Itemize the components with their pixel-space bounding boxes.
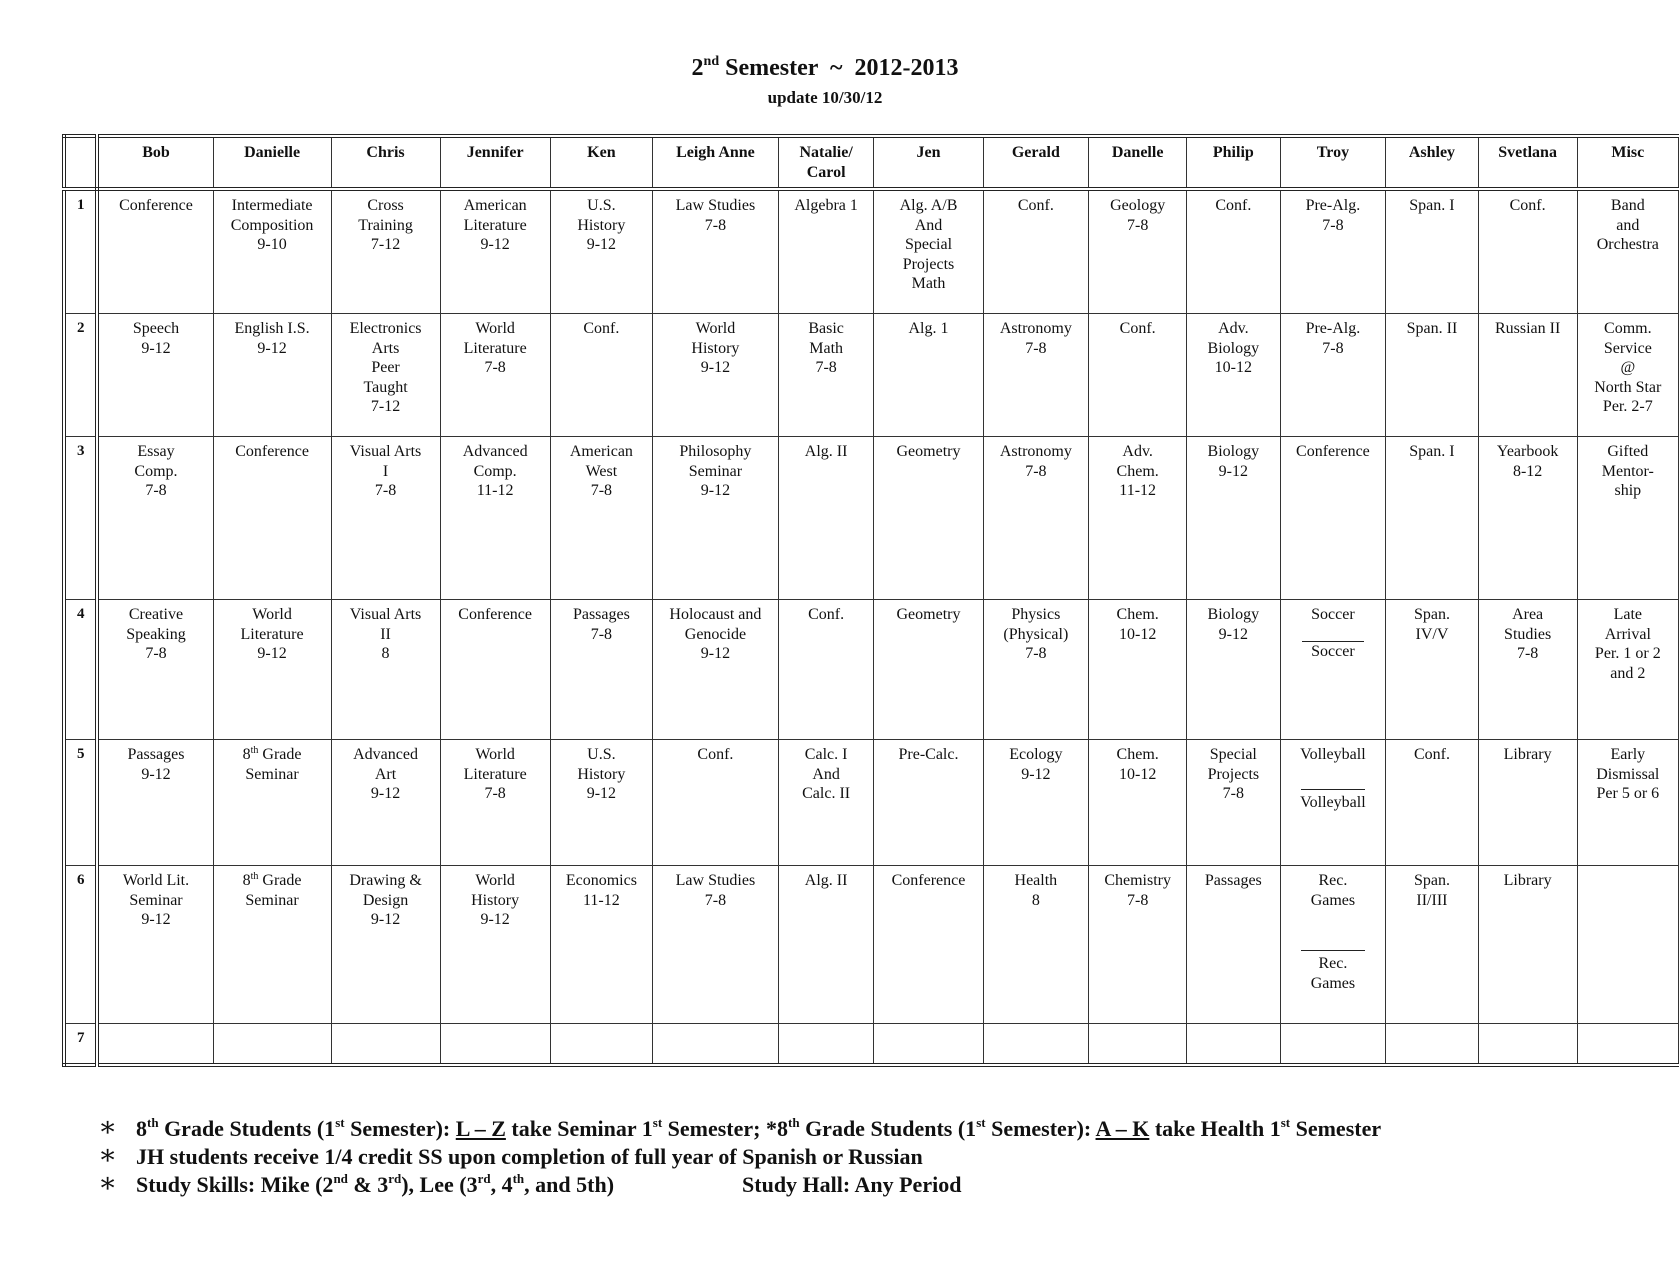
schedule-cell: Library bbox=[1478, 740, 1577, 866]
schedule-cell: Conference bbox=[874, 866, 983, 1024]
schedule-cell: Conference bbox=[97, 189, 213, 314]
schedule-cell bbox=[1577, 1024, 1678, 1066]
schedule-cell bbox=[874, 1024, 983, 1066]
schedule-cell: Russian II bbox=[1478, 314, 1577, 437]
schedule-table-container bbox=[62, 134, 1662, 1066]
schedule-cell bbox=[440, 1024, 550, 1066]
schedule-cell: Law Studies 7-8 bbox=[653, 189, 779, 314]
schedule-cell: Intermediate Composition 9-10 bbox=[213, 189, 331, 314]
schedule-body bbox=[64, 189, 1679, 1065]
schedule-cell: Chem. 10-12 bbox=[1089, 600, 1187, 740]
schedule-cell: Span. II bbox=[1386, 314, 1478, 437]
period-row bbox=[64, 600, 1679, 740]
schedule-cell: Alg. 1 bbox=[874, 314, 983, 437]
period-row bbox=[64, 314, 1679, 437]
period-number: 6 bbox=[64, 866, 97, 1024]
schedule-cell bbox=[1280, 1024, 1386, 1066]
schedule-cell: Adv. Chem. 11-12 bbox=[1089, 437, 1187, 600]
period-row bbox=[64, 866, 1679, 1024]
period-number: 4 bbox=[64, 600, 97, 740]
schedule-cell bbox=[550, 1024, 652, 1066]
schedule-cell: Creative Speaking 7-8 bbox=[97, 600, 213, 740]
teacher-header: Bob bbox=[97, 136, 213, 189]
schedule-cell: Advanced Comp. 11-12 bbox=[440, 437, 550, 600]
range-l-z: L – Z bbox=[455, 1116, 506, 1141]
schedule-cell: Special Projects 7-8 bbox=[1187, 740, 1280, 866]
schedule-cell: World History 9-12 bbox=[440, 866, 550, 1024]
schedule-cell: Conf. bbox=[983, 189, 1089, 314]
asterisk-icon: ∗ bbox=[98, 1168, 118, 1199]
grade-seminar-cell: 8th Grade Seminar bbox=[213, 740, 331, 866]
period-row bbox=[64, 1024, 1679, 1066]
schedule-cell: Economics 11-12 bbox=[550, 866, 652, 1024]
schedule-cell: Comm. Service @ North Star Per. 2-7 bbox=[1577, 314, 1678, 437]
schedule-cell: Law Studies 7-8 bbox=[653, 866, 779, 1024]
schedule-cell: World Lit. Seminar 9-12 bbox=[97, 866, 213, 1024]
schedule-cell: Conference bbox=[213, 437, 331, 600]
title-text: Semester ~ 2012-2013 bbox=[725, 55, 959, 81]
note-3-text: Study Skills: Mike (2nd & 3rd), Lee (3rd, 4th, and 5th) bbox=[136, 1171, 615, 1197]
schedule-cell: Biology 9-12 bbox=[1187, 437, 1280, 600]
title-ordinal-suffix: nd bbox=[703, 54, 720, 69]
schedule-cell bbox=[1187, 1024, 1280, 1066]
schedule-cell: American West 7-8 bbox=[550, 437, 652, 600]
note-1 bbox=[98, 1114, 1578, 1142]
teacher-header: Philip bbox=[1187, 136, 1280, 189]
schedule-cell bbox=[331, 1024, 440, 1066]
period-number: 5 bbox=[64, 740, 97, 866]
teacher-header: Leigh Anne bbox=[653, 136, 779, 189]
grade-seminar-cell: 8th Grade Seminar bbox=[213, 866, 331, 1024]
schedule-cell: Astronomy 7-8 bbox=[983, 437, 1089, 600]
schedule-cell: Conf. bbox=[778, 600, 874, 740]
teacher-header: Ashley bbox=[1386, 136, 1478, 189]
corner-cell bbox=[64, 136, 97, 189]
note-1-text: 8th Grade Students (1st Semester): L – Z take Seminar 1st Semester; *8th Grade Students (1st Semester): A – K take Health 1st Semester bbox=[136, 1115, 1382, 1141]
schedule-cell: Band and Orchestra bbox=[1577, 189, 1678, 314]
split-divider bbox=[1302, 627, 1364, 642]
split-cell-volleyball: Volleyball Volleyball bbox=[1280, 740, 1386, 866]
period-number: 3 bbox=[64, 437, 97, 600]
schedule-cell: Philosophy Seminar 9-12 bbox=[653, 437, 779, 600]
study-hall-note: Study Hall: Any Period bbox=[742, 1172, 962, 1197]
asterisk-icon: ∗ bbox=[98, 1140, 118, 1171]
split-cell-soccer: Soccer Soccer bbox=[1280, 600, 1386, 740]
schedule-cell bbox=[1386, 1024, 1478, 1066]
schedule-cell bbox=[213, 1024, 331, 1066]
schedule-cell: World Literature 9-12 bbox=[213, 600, 331, 740]
schedule-cell: Pre-Alg. 7-8 bbox=[1280, 189, 1386, 314]
schedule-cell: Alg. II bbox=[778, 437, 874, 600]
schedule-cell bbox=[778, 1024, 874, 1066]
teacher-header: Troy bbox=[1280, 136, 1386, 189]
schedule-cell: Advanced Art 9-12 bbox=[331, 740, 440, 866]
schedule-cell: Conf. bbox=[1478, 189, 1577, 314]
schedule-cell: Passages bbox=[1187, 866, 1280, 1024]
schedule-cell: Electronics Arts Peer Taught 7-12 bbox=[331, 314, 440, 437]
schedule-cell: World Literature 7-8 bbox=[440, 740, 550, 866]
teacher-header: Svetlana bbox=[1478, 136, 1577, 189]
schedule-cell: Geology 7-8 bbox=[1089, 189, 1187, 314]
range-a-k: A – K bbox=[1095, 1116, 1150, 1141]
schedule-cell: Span. II/III bbox=[1386, 866, 1478, 1024]
schedule-cell: Pre-Alg. 7-8 bbox=[1280, 314, 1386, 437]
period-row bbox=[64, 189, 1679, 314]
schedule-cell: Conference bbox=[440, 600, 550, 740]
schedule-cell: Health 8 bbox=[983, 866, 1089, 1024]
schedule-cell: Passages 7-8 bbox=[550, 600, 652, 740]
schedule-cell: Astronomy 7-8 bbox=[983, 314, 1089, 437]
header-row bbox=[64, 136, 1679, 189]
teacher-header: Misc bbox=[1577, 136, 1678, 189]
note-2 bbox=[98, 1142, 1578, 1170]
teacher-header: Gerald bbox=[983, 136, 1089, 189]
schedule-cell: Span. I bbox=[1386, 189, 1478, 314]
schedule-cell: Alg. A/B And Special Projects Math bbox=[874, 189, 983, 314]
note-2-text: JH students receive 1/4 credit SS upon completion of full year of Spanish or Russian bbox=[136, 1144, 923, 1169]
schedule-cell: Calc. I And Calc. II bbox=[778, 740, 874, 866]
period-row bbox=[64, 437, 1679, 600]
schedule-cell bbox=[653, 1024, 779, 1066]
page-title bbox=[0, 54, 1650, 82]
schedule-cell: Early Dismissal Per 5 or 6 bbox=[1577, 740, 1678, 866]
schedule-cell: Algebra 1 bbox=[778, 189, 874, 314]
schedule-cell: Ecology 9-12 bbox=[983, 740, 1089, 866]
period-row bbox=[64, 740, 1679, 866]
schedule-cell: English I.S. 9-12 bbox=[213, 314, 331, 437]
split-cell-rec-games: Rec. Games Rec. Games bbox=[1280, 866, 1386, 1024]
split-divider bbox=[1301, 950, 1365, 951]
schedule-cell: Chemistry 7-8 bbox=[1089, 866, 1187, 1024]
schedule-cell: American Literature 9-12 bbox=[440, 189, 550, 314]
schedule-cell: U.S. History 9-12 bbox=[550, 740, 652, 866]
schedule-cell: Passages 9-12 bbox=[97, 740, 213, 866]
schedule-cell: Pre-Calc. bbox=[874, 740, 983, 866]
teacher-header: Danelle bbox=[1089, 136, 1187, 189]
teacher-header: Jen bbox=[874, 136, 983, 189]
period-number: 1 bbox=[64, 189, 97, 314]
schedule-cell: Late Arrival Per. 1 or 2 and 2 bbox=[1577, 600, 1678, 740]
schedule-cell: Biology 9-12 bbox=[1187, 600, 1280, 740]
schedule-cell: Adv. Biology 10-12 bbox=[1187, 314, 1280, 437]
schedule-cell bbox=[1089, 1024, 1187, 1066]
schedule-table bbox=[62, 134, 1679, 1067]
schedule-cell bbox=[1478, 1024, 1577, 1066]
schedule-cell: Library bbox=[1478, 866, 1577, 1024]
asterisk-icon: ∗ bbox=[98, 1112, 118, 1143]
period-number: 2 bbox=[64, 314, 97, 437]
schedule-cell bbox=[983, 1024, 1089, 1066]
schedule-cell: Area Studies 7-8 bbox=[1478, 600, 1577, 740]
note-3 bbox=[98, 1170, 1578, 1198]
schedule-cell: Span. I bbox=[1386, 437, 1478, 600]
schedule-cell: U.S. History 9-12 bbox=[550, 189, 652, 314]
schedule-cell: Holocaust and Genocide 9-12 bbox=[653, 600, 779, 740]
teacher-header: Chris bbox=[331, 136, 440, 189]
page-subtitle: update 10/30/12 bbox=[767, 88, 883, 107]
teacher-header: Danielle bbox=[213, 136, 331, 189]
schedule-cell bbox=[1577, 866, 1678, 1024]
split-divider bbox=[1301, 789, 1365, 790]
schedule-cell: Conf. bbox=[1386, 740, 1478, 866]
schedule-cell: Alg. II bbox=[778, 866, 874, 1024]
schedule-cell: Conference bbox=[1280, 437, 1386, 600]
schedule-cell: World Literature 7-8 bbox=[440, 314, 550, 437]
schedule-cell: Cross Training 7-12 bbox=[331, 189, 440, 314]
title-ordinal: 2 bbox=[691, 55, 704, 81]
schedule-cell bbox=[97, 1024, 213, 1066]
schedule-cell: Geometry bbox=[874, 600, 983, 740]
schedule-cell: Yearbook 8-12 bbox=[1478, 437, 1577, 600]
schedule-cell: Basic Math 7-8 bbox=[778, 314, 874, 437]
schedule-cell: Conf. bbox=[653, 740, 779, 866]
schedule-cell: Visual Arts I 7-8 bbox=[331, 437, 440, 600]
schedule-cell: Span. IV/V bbox=[1386, 600, 1478, 740]
schedule-cell: Speech 9-12 bbox=[97, 314, 213, 437]
teacher-header: Jennifer bbox=[440, 136, 550, 189]
period-number: 7 bbox=[64, 1024, 97, 1066]
schedule-cell: Geometry bbox=[874, 437, 983, 600]
teacher-header: Natalie/ Carol bbox=[778, 136, 874, 189]
schedule-cell: Drawing & Design 9-12 bbox=[331, 866, 440, 1024]
schedule-cell: Chem. 10-12 bbox=[1089, 740, 1187, 866]
schedule-cell: Conf. bbox=[1187, 189, 1280, 314]
schedule-cell: Visual Arts II 8 bbox=[331, 600, 440, 740]
teacher-header: Ken bbox=[550, 136, 652, 189]
schedule-cell: World History 9-12 bbox=[653, 314, 779, 437]
schedule-cell: Conf. bbox=[550, 314, 652, 437]
schedule-cell: Physics (Physical) 7-8 bbox=[983, 600, 1089, 740]
schedule-cell: Gifted Mentor- ship bbox=[1577, 437, 1678, 600]
schedule-cell: Essay Comp. 7-8 bbox=[97, 437, 213, 600]
notes-section bbox=[98, 1114, 1578, 1198]
schedule-cell: Conf. bbox=[1089, 314, 1187, 437]
